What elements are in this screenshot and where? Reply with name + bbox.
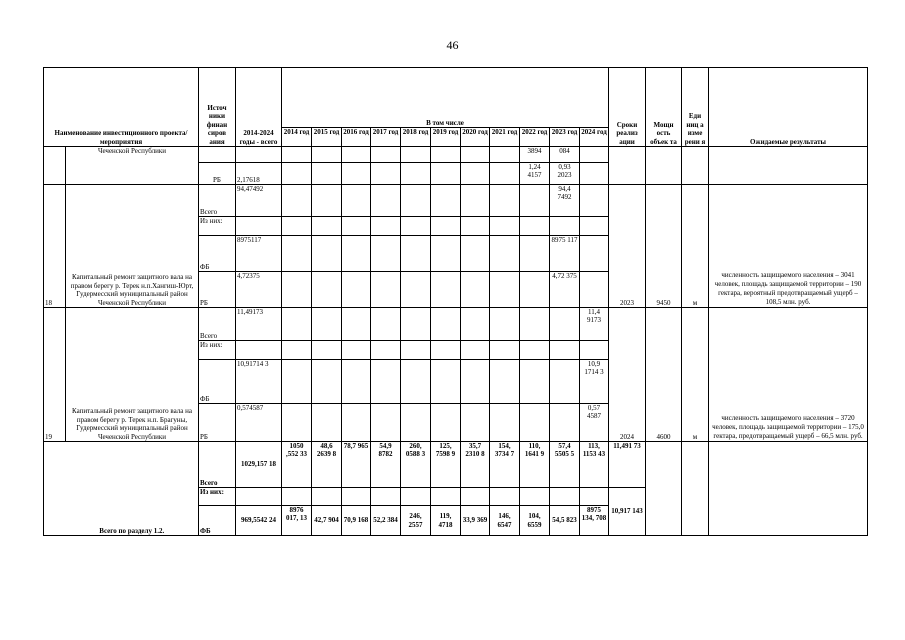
cell-value: 70,9 168 [342,506,371,536]
cell-value: 246, 2557 [401,506,431,536]
row-number: 18 [44,185,66,308]
year-2024: 2024 год [580,128,609,147]
capacity: 4600 [646,308,682,442]
row-number: 19 [44,308,66,442]
cell-value: 48,6 2639 8 [312,442,342,488]
cell-value: 8975 134, 708 [580,506,609,536]
cell-value: 8975 117 [550,236,580,272]
project-name-continued: Чеченской Республики [66,147,199,185]
year-2018: 2018 год [401,128,431,147]
table-row [44,147,868,163]
cell-value: 42,7 904 [312,506,342,536]
term: 2023 [609,185,646,308]
cell-value: 11,4 9173 [580,308,609,341]
cell-value: 146, 6547 [490,506,520,536]
header-capacity: Мощн ость объек та [646,68,682,147]
source-label: Из них: [199,217,236,236]
cell-value: 154, 3734 7 [490,442,520,488]
header-results: Ожидаемые результаты [709,68,868,147]
cell-value: 54,5 823 [550,506,580,536]
cell-value: 0,93 2023 [550,163,580,185]
cell-total: 0,574587 [236,404,282,442]
unit: м [682,308,709,442]
header-term: Сроки реализ ации [609,68,646,147]
source-label: ФБ [199,360,236,404]
header-including: В том числе [282,68,609,128]
year-2014: 2014 год [282,128,312,147]
year-2023: 2023 год [550,128,580,147]
unit: м [682,185,709,308]
year-2015: 2015 год [312,128,342,147]
cell-value: 104, 6559 [520,506,550,536]
cell-total: 1029,157 18 [236,442,282,488]
page-number: 46 [446,38,459,52]
section-total-name: Всего по разделу 1.2. [66,442,199,536]
cell-value: 94,4 7492 [550,185,580,217]
cell-value: 125, 7598 9 [431,442,461,488]
header-total: 2014-2024 годы - всего [236,68,282,147]
source-label: Всего [199,308,236,341]
term-total: 11,491 73 [609,442,646,488]
project-name: Капитальный ремонт защитного вала на правом берегу р. Терек н.п. Брагуны, Гудермесский муниципальный район Чеченской Республики [66,308,199,442]
project-name: Капитальный ремонт защитного вала на правом берегу р. Терек н.п.Хангиш-Юрт, Гудермесский муниципальный район Чеченской Республики [66,185,199,308]
year-2020: 2020 год [461,128,490,147]
cell-total: 2,17618 [236,163,282,185]
year-2021: 2021 год [490,128,520,147]
cell-value: 35,7 2310 8 [461,442,490,488]
header-unit: Еди ниц а изме рени я [682,68,709,147]
expected-results: численность защищаемого населения – 3041 человек, площадь защищаемой территории – 190 гектара, вероятный предотвращаемый ущерб – 108,5 млн. руб. [709,185,868,308]
term: 2024 [609,308,646,442]
source-label: РБ [199,404,236,442]
header-name: Наименование инвестиционного проекта/мероприятия [44,68,199,147]
cell-value: 78,7 965 [342,442,371,488]
cell-total: 10,91714 3 [236,360,282,404]
source-label: РБ [199,163,236,185]
cell-total: 11,49173 [236,308,282,341]
expected-results: численность защищаемого населения – 3720 человек, площадь защищаемой территории – 175,0 гектара, предотвращаемый ущерб – 66,5 млн. руб. [709,308,868,442]
cell-value: 260, 0588 3 [401,442,431,488]
cell-value: 113, 1153 43 [580,442,609,488]
table-row [44,185,868,217]
cell-value: 110, 1641 9 [520,442,550,488]
source-label: ФБ [199,506,236,536]
source-label: Всего [199,442,236,488]
source-label: Всего [199,185,236,217]
cell-value: 1,24 4157 [520,163,550,185]
cell-total: 4,72375 [236,272,282,308]
cell-value: 4,72 375 [550,272,580,308]
header-source: Источ ники финан сиров ания [199,68,236,147]
investment-table [43,67,868,536]
cell-value: 084 [550,147,580,163]
source-label: Из них: [199,488,236,506]
source-label: ФБ [199,236,236,272]
cell-value: 54,9 8782 [371,442,401,488]
source-label: Из них: [199,341,236,360]
cell-value: 57,4 5505 5 [550,442,580,488]
cell-value: 0,57 4587 [580,404,609,442]
cell-total: 94,47492 [236,185,282,217]
cell-value: 52,2 384 [371,506,401,536]
cell-value: 8976 017, 13 [282,506,312,536]
cell-total: 969,5542 24 [236,506,282,536]
term-fb: 10,917 143 [609,488,646,536]
cell-value: 10,9 1714 3 [580,360,609,404]
cell-value: 3894 [520,147,550,163]
year-2022: 2022 год [520,128,550,147]
cell-value: 33,9 369 [461,506,490,536]
year-2019: 2019 год [431,128,461,147]
year-2017: 2017 год [371,128,401,147]
source-label: РБ [199,272,236,308]
year-2016: 2016 год [342,128,371,147]
capacity: 9450 [646,185,682,308]
table-row [44,442,868,488]
cell-value: 1050 ,552 33 [282,442,312,488]
cell-total: 8975117 [236,236,282,272]
table-row [44,308,868,341]
cell-value: 119, 4718 [431,506,461,536]
